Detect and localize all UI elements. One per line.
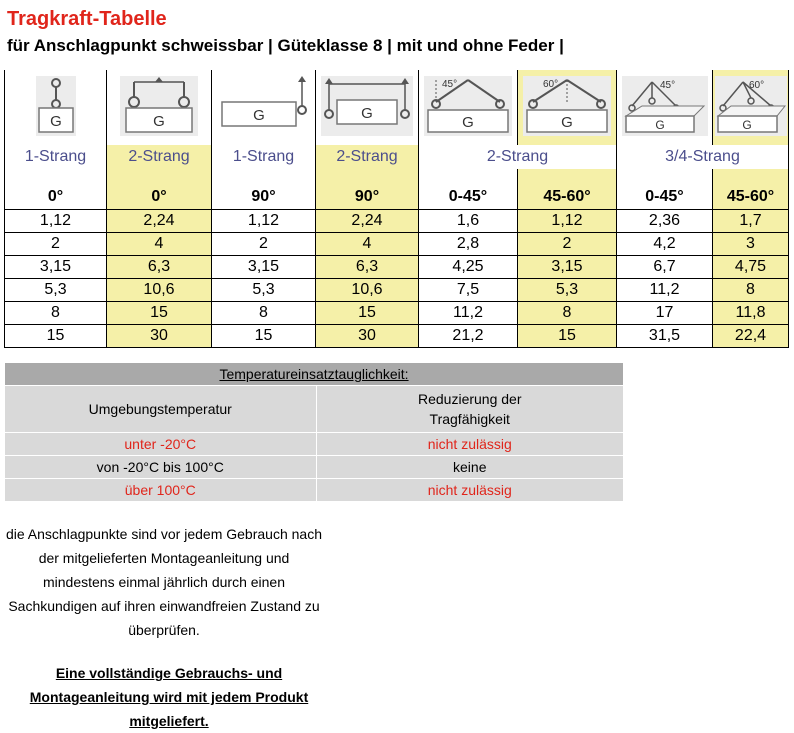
figure-34-strang-60	[713, 70, 789, 145]
table-cell: 1,6	[419, 210, 518, 233]
angle-header: 0°	[107, 185, 212, 210]
table-cell: 3,15	[518, 256, 617, 279]
svg-text:G: G	[49, 113, 62, 130]
angle-header: 0°	[5, 185, 107, 210]
table-row	[5, 433, 623, 456]
lifting-figure-angle-60-icon	[523, 76, 611, 136]
table-row	[5, 279, 789, 302]
table-cell: 30	[107, 325, 212, 348]
table-cell: 15	[107, 302, 212, 325]
figure-2-strang-90	[316, 70, 419, 145]
table-cell: 4,2	[617, 233, 713, 256]
column-header-temperature: Umgebungstemperatur	[5, 386, 316, 433]
table-cell: 15	[518, 325, 617, 348]
table-cell: 4	[316, 233, 419, 256]
table-row	[5, 325, 789, 348]
table-row	[5, 256, 789, 279]
table-cell: 2	[212, 233, 316, 256]
table-cell: 4,25	[419, 256, 518, 279]
angle-header: 90°	[212, 185, 316, 210]
table-cell: 8	[713, 279, 789, 302]
strang-label: 2-Strang	[316, 145, 419, 169]
spacer-cell	[617, 169, 713, 185]
table-cell: 4	[107, 233, 212, 256]
temperature-cell: unter -20°C	[5, 433, 316, 456]
temperature-cell: von -20°C bis 100°C	[5, 456, 316, 479]
svg-text:60°: 60°	[748, 80, 764, 91]
table-cell: 2,8	[419, 233, 518, 256]
lifting-figure-vertical-icon	[36, 76, 76, 136]
strang-label: 2-Strang	[419, 145, 617, 169]
table-cell: 6,3	[107, 256, 212, 279]
lifting-figure-multi-45-icon	[622, 76, 708, 136]
page-subtitle: für Anschlagpunkt schweissbar | Güteklasse 8 | mit und ohne Feder |	[7, 36, 564, 55]
table-row	[5, 479, 623, 502]
table-row	[5, 210, 789, 233]
spacer-cell	[5, 169, 107, 185]
figure-1-strang-90	[212, 70, 316, 145]
table-cell: 15	[212, 325, 316, 348]
table-cell: 3,15	[212, 256, 316, 279]
temperature-cell: über 100°C	[5, 479, 316, 502]
svg-text:G: G	[252, 107, 265, 124]
table-cell: 15	[316, 302, 419, 325]
table-cell: 1,12	[212, 210, 316, 233]
spacer-cell	[713, 169, 789, 185]
lifting-figure-two-leg-side-icon	[321, 76, 413, 136]
column-header-reduction: Reduzierung der Tragfähigkeit	[316, 386, 623, 433]
table-cell: 6,7	[617, 256, 713, 279]
manual-note: Eine vollständige Gebrauchs- und Montageanleitung wird mit jedem Produkt mitgeliefert.	[29, 665, 309, 729]
svg-text:G: G	[361, 105, 373, 122]
table-cell: 2	[5, 233, 107, 256]
strang-label: 1-Strang	[212, 145, 316, 169]
table-row	[5, 233, 789, 256]
lifting-figure-multi-60-icon	[715, 76, 787, 136]
reduction-cell: nicht zulässig	[316, 479, 623, 502]
figure-2-strang-0	[107, 70, 212, 145]
svg-text:G: G	[741, 118, 752, 132]
table-cell: 1,7	[713, 210, 789, 233]
table-cell: 10,6	[107, 279, 212, 302]
table-cell: 2,24	[107, 210, 212, 233]
table-cell: 8	[518, 302, 617, 325]
angle-header: 45-60°	[518, 185, 617, 210]
angle-header: 90°	[316, 185, 419, 210]
spacer-cell	[419, 169, 518, 185]
svg-text:60°: 60°	[543, 79, 559, 90]
spacer-cell	[212, 169, 316, 185]
temperature-table	[5, 363, 623, 502]
table-cell: 2	[518, 233, 617, 256]
table-cell: 8	[5, 302, 107, 325]
table-cell: 17	[617, 302, 713, 325]
table-cell: 7,5	[419, 279, 518, 302]
table-cell: 5,3	[5, 279, 107, 302]
table-cell: 21,2	[419, 325, 518, 348]
table-cell: 22,4	[713, 325, 789, 348]
figure-1-strang-0	[5, 70, 107, 145]
svg-text:G: G	[153, 113, 165, 130]
figure-2-strang-45	[419, 70, 518, 145]
table-cell: 3	[713, 233, 789, 256]
reduction-cell: keine	[316, 456, 623, 479]
svg-text:G: G	[561, 114, 573, 131]
table-cell: 11,8	[713, 302, 789, 325]
table-cell: 5,3	[212, 279, 316, 302]
lifting-figure-two-leg-vertical-icon	[120, 76, 198, 136]
spacer-cell	[316, 169, 419, 185]
table-cell: 8	[212, 302, 316, 325]
temperature-table-heading: Temperatureinsatztauglichkeit:	[5, 363, 623, 386]
svg-text:G: G	[654, 118, 665, 132]
table-cell: 5,3	[518, 279, 617, 302]
page-title: Tragkraft-Tabelle	[7, 8, 167, 30]
table-cell: 1,12	[518, 210, 617, 233]
table-row	[5, 302, 789, 325]
spacer-cell	[518, 169, 617, 185]
spacer-cell	[107, 169, 212, 185]
lifting-figure-angle-45-icon	[424, 76, 512, 136]
table-cell: 6,3	[316, 256, 419, 279]
inspection-note: die Anschlagpunkte sind vor jedem Gebrauch nach der mitgelieferten Montageanleitung und mindestens einmal jährlich durch einen Sachkundigen auf ihren einwandfreien Zustand zu überprüfen.	[6, 526, 322, 638]
angle-header: 45-60°	[713, 185, 789, 210]
table-cell: 4,75	[713, 256, 789, 279]
lifting-figure-side-icon	[218, 76, 310, 136]
table-cell: 11,2	[419, 302, 518, 325]
angle-header: 0-45°	[617, 185, 713, 210]
table-cell: 15	[5, 325, 107, 348]
table-cell: 2,36	[617, 210, 713, 233]
load-capacity-table	[4, 70, 789, 348]
strang-label: 3/4-Strang	[617, 145, 789, 169]
table-row	[5, 456, 623, 479]
table-cell: 2,24	[316, 210, 419, 233]
table-cell: 31,5	[617, 325, 713, 348]
svg-text:G: G	[462, 114, 474, 131]
table-cell: 1,12	[5, 210, 107, 233]
table-cell: 11,2	[617, 279, 713, 302]
strang-label: 1-Strang	[5, 145, 107, 169]
figure-34-strang-45	[617, 70, 713, 145]
figure-2-strang-60	[518, 70, 617, 145]
angle-header: 0-45°	[419, 185, 518, 210]
svg-text:45°: 45°	[659, 80, 675, 91]
reduction-cell: nicht zulässig	[316, 433, 623, 456]
table-cell: 3,15	[5, 256, 107, 279]
strang-label: 2-Strang	[107, 145, 212, 169]
svg-text:45°: 45°	[442, 79, 458, 90]
table-cell: 10,6	[316, 279, 419, 302]
table-cell: 30	[316, 325, 419, 348]
